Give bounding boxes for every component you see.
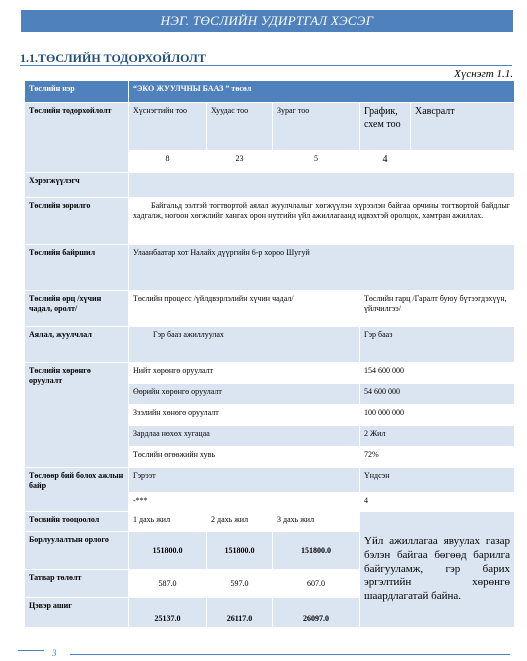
jobs-core-label: Үндсэн (360, 468, 515, 493)
table-row (25, 173, 515, 198)
col-charts-label: График, схем тоо (360, 103, 411, 151)
investment-row-label: Зардлаа нөхөх хугацаа (129, 426, 360, 447)
location-value: Улаанбаатар хот Налайх дүүргийн 6-р хороо Шугуй (129, 245, 515, 291)
table-row (25, 198, 515, 245)
budget-calc-label: Төсвийн тооцоолол (25, 512, 129, 532)
table-row (25, 291, 515, 327)
net-profit-label: Цэвэр ашиг (25, 598, 129, 628)
title-underline (20, 65, 512, 66)
investment-row-value: 154 600 000 (360, 363, 515, 384)
table-row (25, 512, 515, 532)
investment-row-value: 2 Жил (360, 426, 515, 447)
col-pages-label: Хуудас тоо (207, 103, 273, 151)
investment-row-label: Төслийн өгөөжийн хувь (129, 447, 360, 468)
output-value: Төслийн гарц /Гаралт буюу бүтээгдэхүүн, үйлчилгээ/ (360, 291, 515, 327)
investment-row-label: Нийт хөрөнгө оруулалт (129, 363, 360, 384)
page-footer (0, 646, 527, 661)
attachments-count (411, 151, 515, 173)
budget-note-cell (360, 512, 515, 628)
input-label: Төслийн орц /хүчин чадал, оролт/ (25, 291, 129, 327)
investment-row-value: 54 600 000 (360, 384, 515, 405)
investment-row-label: Өөрийн хөрөнгө оруулалт (129, 384, 360, 405)
year-1-label: 1 дахь жил (129, 512, 207, 532)
table-row (25, 363, 515, 384)
table-row (25, 81, 515, 103)
implementer-label: Хэрэгжүүлэгч (25, 173, 129, 198)
images-count: 5 (273, 151, 360, 173)
project-definition-table (24, 80, 515, 628)
goal-value: Байгальд ээлтэй тогтвортой аялал жуулчлалыг хөгжүүлэн хүрээлэн байгаа орчины тогтвортой байдлыг хадгалж, ногоон хөгжлийг хангах орон нутгийн үйл ажиллагаанд идвэхтэй оролцох, хамтран ажиллах. (129, 198, 515, 245)
table-row (25, 327, 515, 363)
implementer-value (129, 173, 515, 198)
table-caption: Хүснэгт 1.1. (454, 68, 513, 80)
tax-year-1: 587.0 (129, 570, 207, 598)
tourism-label: Аялал, жуулчлал (25, 327, 129, 363)
table-row (25, 468, 515, 493)
investment-row-value: 100 000 000 (360, 405, 515, 426)
tax-label: Татвар төлөлт (25, 570, 129, 598)
process-value: Төслийн процесс /үйлдвэрлэлийн хүчин чадал/ (129, 291, 360, 327)
table-row (25, 103, 515, 151)
year-2-label: 2 дахь жил (207, 512, 273, 532)
pages-count: 23 (207, 151, 273, 173)
goal-label: Төслийн зорилго (25, 198, 129, 245)
budget-note: Үйл ажиллагаа явуулах газар бэлэн байгаа бөгөөд барилга байгууламж, гэр барих эргэлтийн хөрөнгө шаардлагатай байна. (364, 535, 511, 603)
investment-row-value: 72% (360, 447, 515, 468)
definition-label: Төслийн тодорхойлолт (25, 103, 129, 173)
location-label: Төслийн байршил (25, 245, 129, 291)
profit-year-3: 26097.0 (273, 598, 360, 628)
footer-edge-line (18, 650, 44, 659)
jobs-contract-label: Гэрээт (129, 468, 360, 493)
charts-count: 4 (360, 151, 411, 173)
year-3-label: 3 дахь жил (273, 512, 360, 532)
page-number: 3 (52, 648, 57, 658)
section-banner: НЭГ. ТӨСЛИЙН УДИРТГАЛ ХЭСЭГ (21, 10, 513, 32)
tourism-value: Гэр бааз ажиллуулах (129, 327, 360, 363)
table-row (25, 245, 515, 291)
tourism-output: Гэр бааз (360, 327, 515, 363)
section-title: 1.1.ТӨСЛИЙН ТОДОРХОЙЛОЛТ (20, 51, 206, 65)
jobs-label: Төслөөр бий болох ажлын байр (25, 468, 129, 512)
col-attachments-label: Хавсралт (411, 103, 515, 151)
jobs-contract-value: -*** (129, 493, 360, 512)
col-images-label: Зураг тоо (273, 103, 360, 151)
sales-label: Борлуулалтын орлого (25, 532, 129, 570)
project-name-value: “ЭКО ЖУУЛЧНЫ БААЗ ” төсөл (129, 81, 515, 103)
sales-year-1: 151800.0 (129, 532, 207, 570)
tax-year-3: 607.0 (273, 570, 360, 598)
footer-rule (70, 654, 510, 655)
sales-year-2: 151800.0 (207, 532, 273, 570)
tax-year-2: 597.0 (207, 570, 273, 598)
sales-year-3: 151800.0 (273, 532, 360, 570)
jobs-core-value: 4 (360, 493, 515, 512)
project-name-label: Төслийн нэр (25, 81, 129, 103)
col-tables-label: Хүснэгтийн тоо (129, 103, 207, 151)
profit-year-1: 25137.0 (129, 598, 207, 628)
tables-count: 8 (129, 151, 207, 173)
profit-year-2: 26117.0 (207, 598, 273, 628)
investment-row-label: Зээлийн хөнөгө оруулалт (129, 405, 360, 426)
investment-label: Төслийн хөрөнгө оруулалт (25, 363, 129, 468)
